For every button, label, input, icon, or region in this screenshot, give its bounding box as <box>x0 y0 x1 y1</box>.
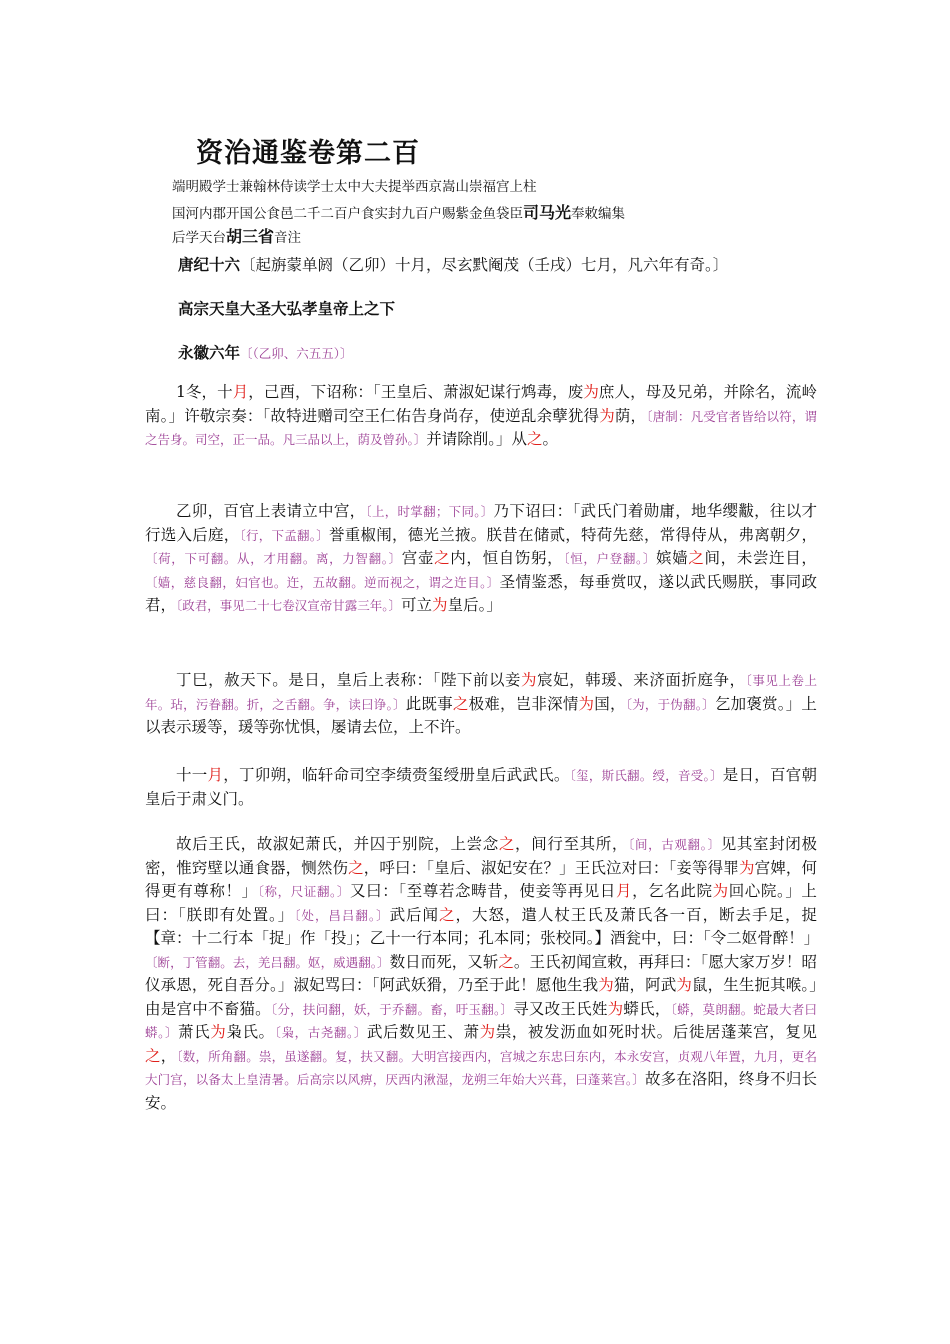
body-text: 。 <box>542 430 559 448</box>
body-text: 武后闻 <box>389 905 439 924</box>
body-text: 见其室封闭极密，惟窍壁以通食器，恻然伤 <box>145 835 817 877</box>
annotation-note: 〔为，于伪翻。〕 <box>625 696 715 712</box>
annotation-note: 〔上，时掌翻；下同。〕 <box>365 504 494 519</box>
body-text: 武后数见王、萧 <box>366 1023 480 1041</box>
highlighted-char: 之 <box>439 905 456 924</box>
highlighted-char: 之 <box>498 952 514 971</box>
volume-title: 资治通鉴卷第二百 <box>196 138 420 169</box>
highlighted-char: 为 <box>210 1023 227 1041</box>
highlighted-char: 之 <box>452 694 469 713</box>
body-text: 内，恒自饬躬， <box>450 549 564 567</box>
body-text: 1冬，十 <box>176 383 233 401</box>
highlighted-char: 月 <box>232 383 249 401</box>
annotation-note: 〔事见上卷上年。玷，污眷翻。折，之舌翻。争，读曰诤。〕 <box>145 673 817 712</box>
body-text: 又曰：「至尊若念畴昔，使妾等再见日 <box>350 882 616 900</box>
paragraph-1 <box>145 381 817 452</box>
highlighted-char: 为 <box>738 858 755 877</box>
year-label: 永徽六年 <box>178 343 241 362</box>
body-text: 可立 <box>401 596 433 614</box>
paragraph-5 <box>145 833 820 1115</box>
body-text: 祟，被发沥血如死时状。后徙居蓬莱宫，复见 <box>495 1023 817 1041</box>
annotation-note: 〔行，下孟翻。〕 <box>239 527 329 543</box>
highlighted-char: 之 <box>527 430 543 448</box>
annotation-note: 〔嫱，慈良翻，妇官也。迕，五故翻。逆而视之，谓之迕目。〕 <box>145 574 500 590</box>
author-line-3-post: 音注 <box>274 230 302 246</box>
body-text: ，己酉，下诏称：「王皇后、萧淑妃谋行鸩毒，废 <box>248 383 584 401</box>
body-text: 寻又改王氏姓 <box>513 999 608 1018</box>
body-text: ，丁卯朔，临轩命司空李绩赍玺绶册皇后武武氏。 <box>223 766 570 784</box>
highlighted-char: 为 <box>598 976 614 994</box>
body-text: 数日而死，又斩 <box>389 952 499 971</box>
body-text: ，大怒，遣人杖王氏及萧氏各一百，断去手足，捉【章：十二行本「捉」作「投」；乙十一行本同；孔本同；张校同。】酒瓮中，曰：「令二妪骨醉！」 <box>145 905 820 947</box>
annotation-note: 〔分，扶问翻，妖，于乔翻。畜，吁玉翻。〕 <box>270 1001 514 1017</box>
highlighted-char: 为 <box>712 882 729 900</box>
paragraph-2 <box>145 500 817 618</box>
highlighted-char: 为 <box>676 976 692 994</box>
body-text: 誉重椒闱，德光兰掖。朕昔在储贰，特荷先慈，常得侍从，弗离朝夕， <box>329 525 817 544</box>
year-note: 〔（乙卯、六五五）〕 <box>240 346 353 361</box>
highlighted-char: 为 <box>432 596 448 614</box>
highlighted-char: 为 <box>578 694 595 713</box>
body-text: 故后王氏，故淑妃萧氏，并囚于别院，上尝念 <box>176 835 499 853</box>
highlighted-char: 为 <box>521 671 538 689</box>
paragraph-3 <box>145 669 817 740</box>
body-text: 圣情鉴悉，每垂赏叹，遂以武氏赐朕，事同政君， <box>145 572 817 614</box>
highlighted-char: 之 <box>434 549 451 567</box>
body-text: 故多在洛阳，终身不归长安。 <box>145 1070 817 1112</box>
author-line-2 <box>172 204 625 223</box>
author-line-1-text: 端明殿学士兼翰林侍读学士太中大夫提举西京嵩山崇福宫上柱 <box>172 179 537 195</box>
body-text: 乞加褒赏。」上以表示瑗等，瑗等弥忧惧，屡请去位，上不许。 <box>145 694 817 736</box>
author-line-2-pre: 国河内郡开国公食邑二千二百户食实封九百户赐紫金鱼袋臣 <box>172 206 523 222</box>
highlighted-char: 为 <box>599 406 615 425</box>
annotation-note: 〔称，尺证翻。〕 <box>257 884 351 899</box>
body-text: 。王氏初闻宣敕，再拜曰：「愿大家万岁！昭仪承恩，死自吾分。」淑妃骂曰：「阿武妖猾，乃至于此！愿他生我 <box>145 952 817 994</box>
body-text: 枭氏。 <box>226 1023 275 1041</box>
body-text: ，呼曰：「皇后、淑妃安在？」王氏泣对曰：「妾等得罪 <box>363 858 739 877</box>
body-text: 是日，百官朝皇后于肃义门。 <box>145 766 817 808</box>
annotation-note: 〔处，昌吕翻。〕 <box>294 907 390 923</box>
author-line-3-pre: 后学天台 <box>172 230 226 246</box>
annotation-note: 〔唐制：凡受官者皆给以符，谓之告身。司空，正一品。凡三品以上，荫及曾孙。〕 <box>145 408 817 447</box>
body-text: 鼠，生生扼其喉。」由是宫中不畜猫。 <box>145 976 817 1018</box>
body-text: 回心院。」上曰：「朕即有处置。」 <box>145 882 817 924</box>
body-text: 庶人，母及兄弟，并除名，流岭南。」许敬宗奏：「故特进赠司空王仁佑告身尚存，使逆乱余孽犹得 <box>145 383 817 425</box>
highlighted-char: 之 <box>348 858 364 877</box>
body-text: 极难，岂非深情 <box>468 694 579 713</box>
body-text: 并请除削。」从 <box>426 430 528 448</box>
body-text: 嫔嫱 <box>656 549 689 567</box>
highlighted-char: 之 <box>145 1046 161 1065</box>
annotator-name-hu-sanxing: 胡三省 <box>226 227 275 246</box>
annotation-note: 〔蟒，莫朗翻。蛇最大者曰蟒。〕 <box>145 1001 817 1040</box>
author-line-1 <box>172 178 537 196</box>
paragraph-4 <box>145 764 817 811</box>
year-heading <box>178 341 353 363</box>
body-text: 荫， <box>614 406 647 425</box>
highlighted-char: 之 <box>498 835 516 853</box>
highlighted-char: 之 <box>688 549 705 567</box>
emperor-heading: 高宗天皇大圣大弘孝皇帝上之下 <box>178 299 396 318</box>
highlighted-char: 月 <box>615 882 633 900</box>
body-text: 猫，阿武 <box>613 976 677 994</box>
annotation-note: 〔间，古观翻。〕 <box>628 837 721 852</box>
highlighted-char: 为 <box>607 999 624 1018</box>
body-text: 丁巳，赦天下。是日，皇后上表称：「陛下前以妾 <box>176 671 522 689</box>
era-range: 〔起旃蒙单阏（乙卯）十月，尽玄黓阉茂（壬戌）七月，凡六年有奇。〕 <box>240 256 729 274</box>
body-text: 萧氏 <box>178 1023 211 1041</box>
era-label: 唐纪十六 <box>178 255 241 274</box>
body-text: 皇后。」 <box>447 596 502 614</box>
highlighted-char: 为 <box>479 1023 496 1041</box>
annotation-note: 〔枭，古尧翻。〕 <box>274 1025 367 1040</box>
body-text: 间，未尝迕目， <box>704 549 817 567</box>
highlighted-char: 月 <box>207 766 224 784</box>
body-text: 宫壶 <box>401 549 435 567</box>
body-text: 蟒氏， <box>623 999 671 1018</box>
annotation-note: 〔断，丁管翻。去，羌吕翻。妪，威遇翻。〕 <box>145 954 390 970</box>
body-text: 乙卯，百官上表请立中宫， <box>176 502 366 520</box>
author-line-3 <box>172 228 301 247</box>
highlighted-char: 为 <box>583 383 599 401</box>
body-text: 宫婢，何得更有尊称！」 <box>145 858 817 900</box>
body-text: ， <box>160 1046 177 1065</box>
body-text: ，乞名此院 <box>632 882 713 900</box>
body-text: 国， <box>594 694 626 713</box>
annotation-note: 〔荷，下可翻。从，才用翻。离，力智翻。〕 <box>145 551 402 566</box>
body-text: 宸妃，韩瑗、来济面折庭争， <box>537 671 746 689</box>
author-line-2-post: 奉敕编集 <box>571 206 626 222</box>
body-text: 十一 <box>176 766 208 784</box>
body-text: ，间行至其所， <box>515 835 629 853</box>
body-text: 乃下诏曰：「武氏门着勋庸，地华缨黻，往以才行选入后庭， <box>145 502 817 544</box>
annotation-note: 〔恒，户登翻。〕 <box>563 551 657 566</box>
annotation-note: 〔数，所角翻。祟，虽遂翻。复，扶又翻。大明宫接西内，宫城之东忠曰东内，本永安宫，贞观八年置，九月，更名大门宫，以备太上皇清暑。后高宗以风痹，厌西内湫湿，龙朔三年始大兴葺，曰蓬莱宫。〕 <box>145 1048 817 1087</box>
annotation-note: 〔政君，事见二十七卷汉宣帝甘露三年。〕 <box>176 598 402 613</box>
body-text: 此既事 <box>405 694 453 713</box>
annotation-note: 〔玺，斯氏翻。绶，音受。〕 <box>569 768 723 783</box>
era-line <box>178 253 828 275</box>
author-name-sima-guang: 司马光 <box>523 203 572 222</box>
